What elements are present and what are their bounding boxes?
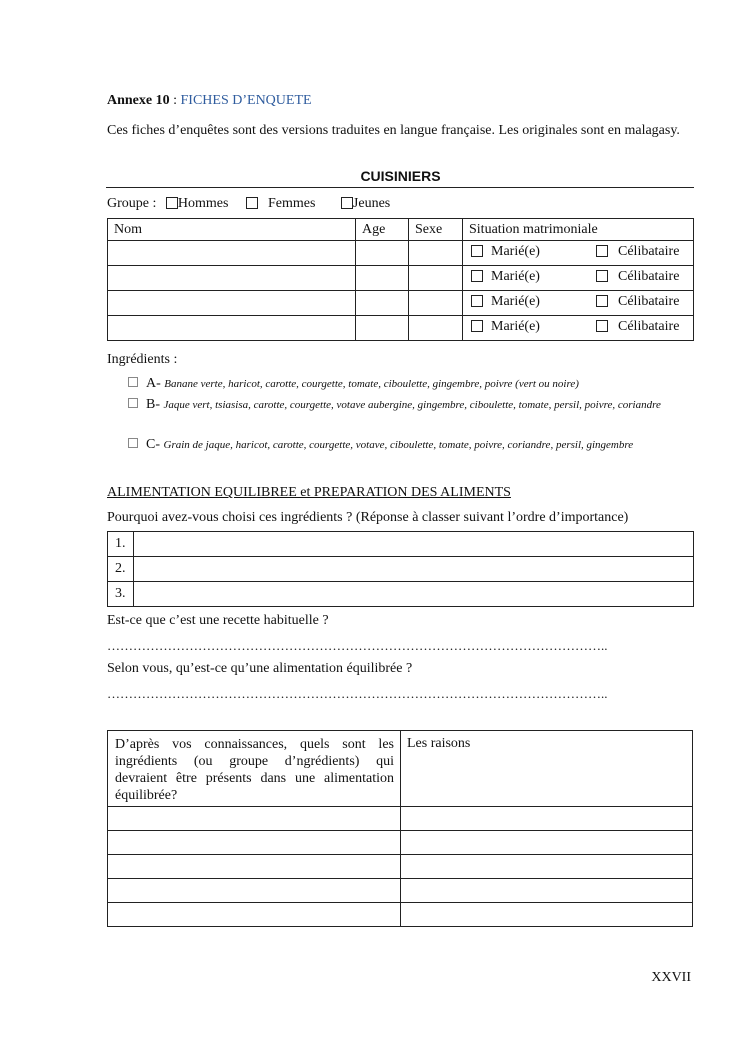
- ingredients-label: Ingrédients :: [107, 352, 178, 367]
- ingredient-text-b: Jaque vert, tsiasisa, carotte, courgette, votave aubergine, gingembre, ciboulette, tomate, persil, poivre, coriandre: [163, 399, 661, 411]
- groupe-row: [107, 196, 390, 212]
- ranking-table: [107, 531, 694, 607]
- page-number: XXVII: [651, 970, 691, 985]
- rank-number: 1.: [108, 532, 134, 557]
- table-row: [108, 903, 693, 927]
- label-celibataire: Célibataire: [618, 269, 680, 284]
- cell-ingredient[interactable]: [108, 903, 401, 927]
- cell-situation: [463, 241, 694, 266]
- cell-nom[interactable]: [108, 291, 356, 316]
- ingredient-code-b: B-: [146, 397, 160, 412]
- cell-ingredient[interactable]: [108, 879, 401, 903]
- question-balanced-diet: Selon vous, qu’est-ce qu’une alimentation équilibrée ?: [107, 661, 413, 676]
- reasons-table-header: [108, 731, 693, 807]
- table-row: [108, 266, 694, 291]
- annex-heading: [107, 93, 312, 109]
- option-hommes: Hommes: [177, 196, 229, 211]
- cell-sexe[interactable]: [409, 316, 463, 341]
- ingredient-option-a: [128, 374, 688, 394]
- cell-situation: [463, 316, 694, 341]
- table-row: [108, 316, 694, 341]
- cell-ingredient[interactable]: [108, 855, 401, 879]
- table-row: [108, 879, 693, 903]
- cell-sexe[interactable]: [409, 266, 463, 291]
- rank-answer[interactable]: [134, 532, 694, 557]
- answer-line-recipe[interactable]: ……………………………………………………………………………………………………..: [107, 638, 608, 653]
- ingredient-text-c: Grain de jaque, haricot, carotte, courgette, votave, ciboulette, tomate, poivre, coriandre, persil, gingembre: [163, 439, 634, 451]
- cell-ingredient[interactable]: [108, 807, 401, 831]
- label-marie: Marié(e): [491, 269, 540, 284]
- rank-answer[interactable]: [134, 582, 694, 607]
- header-situation: Situation matrimoniale: [463, 219, 694, 241]
- checkbox-marie[interactable]: [471, 245, 483, 257]
- checkbox-celibataire[interactable]: [596, 320, 608, 332]
- checkbox-hommes[interactable]: [166, 197, 178, 209]
- cell-age[interactable]: [356, 316, 409, 341]
- cell-raison[interactable]: [401, 903, 693, 927]
- annex-separator: :: [169, 93, 181, 108]
- checkbox-option-a[interactable]: [128, 377, 138, 387]
- header-age: Age: [356, 219, 409, 241]
- checkbox-celibataire[interactable]: [596, 295, 608, 307]
- answer-line-balanced-diet[interactable]: ……………………………………………………………………………………………………..: [107, 686, 608, 701]
- cell-situation: [463, 291, 694, 316]
- cell-sexe[interactable]: [409, 291, 463, 316]
- cell-raison[interactable]: [401, 879, 693, 903]
- header-nom: Nom: [108, 219, 356, 241]
- question-habitual-recipe: Est-ce que c’est une recette habituelle ?: [107, 613, 329, 628]
- cell-age[interactable]: [356, 266, 409, 291]
- section-title: CUISINIERS: [360, 168, 441, 184]
- ingredient-option-b: [128, 395, 688, 415]
- header-raisons: Les raisons: [401, 731, 693, 807]
- cell-age[interactable]: [356, 241, 409, 266]
- checkbox-option-c[interactable]: [128, 438, 138, 448]
- checkbox-celibataire[interactable]: [596, 270, 608, 282]
- cell-raison[interactable]: [401, 855, 693, 879]
- label-celibataire: Célibataire: [618, 244, 680, 259]
- checkbox-option-b[interactable]: [128, 398, 138, 408]
- cell-nom[interactable]: [108, 316, 356, 341]
- rank-number: 3.: [108, 582, 134, 607]
- checkbox-marie[interactable]: [471, 320, 483, 332]
- ingredient-code-c: C-: [146, 437, 160, 452]
- cell-raison[interactable]: [401, 807, 693, 831]
- header-sexe: Sexe: [409, 219, 463, 241]
- people-table: [107, 218, 694, 341]
- cell-nom[interactable]: [108, 266, 356, 291]
- groupe-label: Groupe :: [107, 196, 157, 211]
- option-jeunes: Jeunes: [352, 196, 391, 211]
- table-row: [108, 807, 693, 831]
- label-marie: Marié(e): [491, 294, 540, 309]
- header-ingredients: D’après vos connaissances, quels sont les ingrédients (ou groupe d’ngrédients) qui devraient être présents dans une alimentation équilibrée?: [108, 731, 401, 807]
- checkbox-celibataire[interactable]: [596, 245, 608, 257]
- cell-situation: [463, 266, 694, 291]
- annex-label: Annexe 10: [107, 93, 170, 108]
- table-row: [108, 582, 694, 607]
- table-row: [108, 241, 694, 266]
- rank-number: 2.: [108, 557, 134, 582]
- cell-age[interactable]: [356, 291, 409, 316]
- people-table-header: [108, 219, 694, 241]
- question-ingredients-choice: Pourquoi avez-vous choisi ces ingrédients ? (Réponse à classer suivant l’ordre d’importance): [107, 510, 629, 525]
- checkbox-femmes[interactable]: [246, 197, 258, 209]
- cell-raison[interactable]: [401, 831, 693, 855]
- label-celibataire: Célibataire: [618, 294, 680, 309]
- table-row: [108, 855, 693, 879]
- intro-paragraph: Ces fiches d’enquêtes sont des versions traduites en langue française. Les originales sont en malagasy.: [107, 123, 680, 138]
- table-row: [108, 532, 694, 557]
- label-marie: Marié(e): [491, 244, 540, 259]
- annex-title: FICHES D’ENQUETE: [180, 93, 312, 108]
- label-celibataire: Célibataire: [618, 319, 680, 334]
- ingredient-option-c: [128, 435, 688, 455]
- checkbox-jeunes[interactable]: [341, 197, 353, 209]
- cell-sexe[interactable]: [409, 241, 463, 266]
- checkbox-marie[interactable]: [471, 270, 483, 282]
- table-row: [108, 557, 694, 582]
- table-row: [108, 831, 693, 855]
- cell-nom[interactable]: [108, 241, 356, 266]
- table-row: [108, 291, 694, 316]
- ingredient-code-a: A-: [146, 376, 161, 391]
- reasons-table: [107, 730, 693, 927]
- ingredient-text-a: Banane verte, haricot, carotte, courgette, tomate, ciboulette, gingembre, poivre (vert ou noire): [164, 378, 579, 390]
- alimentation-title: ALIMENTATION EQUILIBREE et PREPARATION DES ALIMENTS: [107, 485, 511, 500]
- checkbox-marie[interactable]: [471, 295, 483, 307]
- section-divider: [106, 187, 694, 188]
- cell-ingredient[interactable]: [108, 831, 401, 855]
- rank-answer[interactable]: [134, 557, 694, 582]
- label-marie: Marié(e): [491, 319, 540, 334]
- option-femmes: Femmes: [267, 196, 316, 211]
